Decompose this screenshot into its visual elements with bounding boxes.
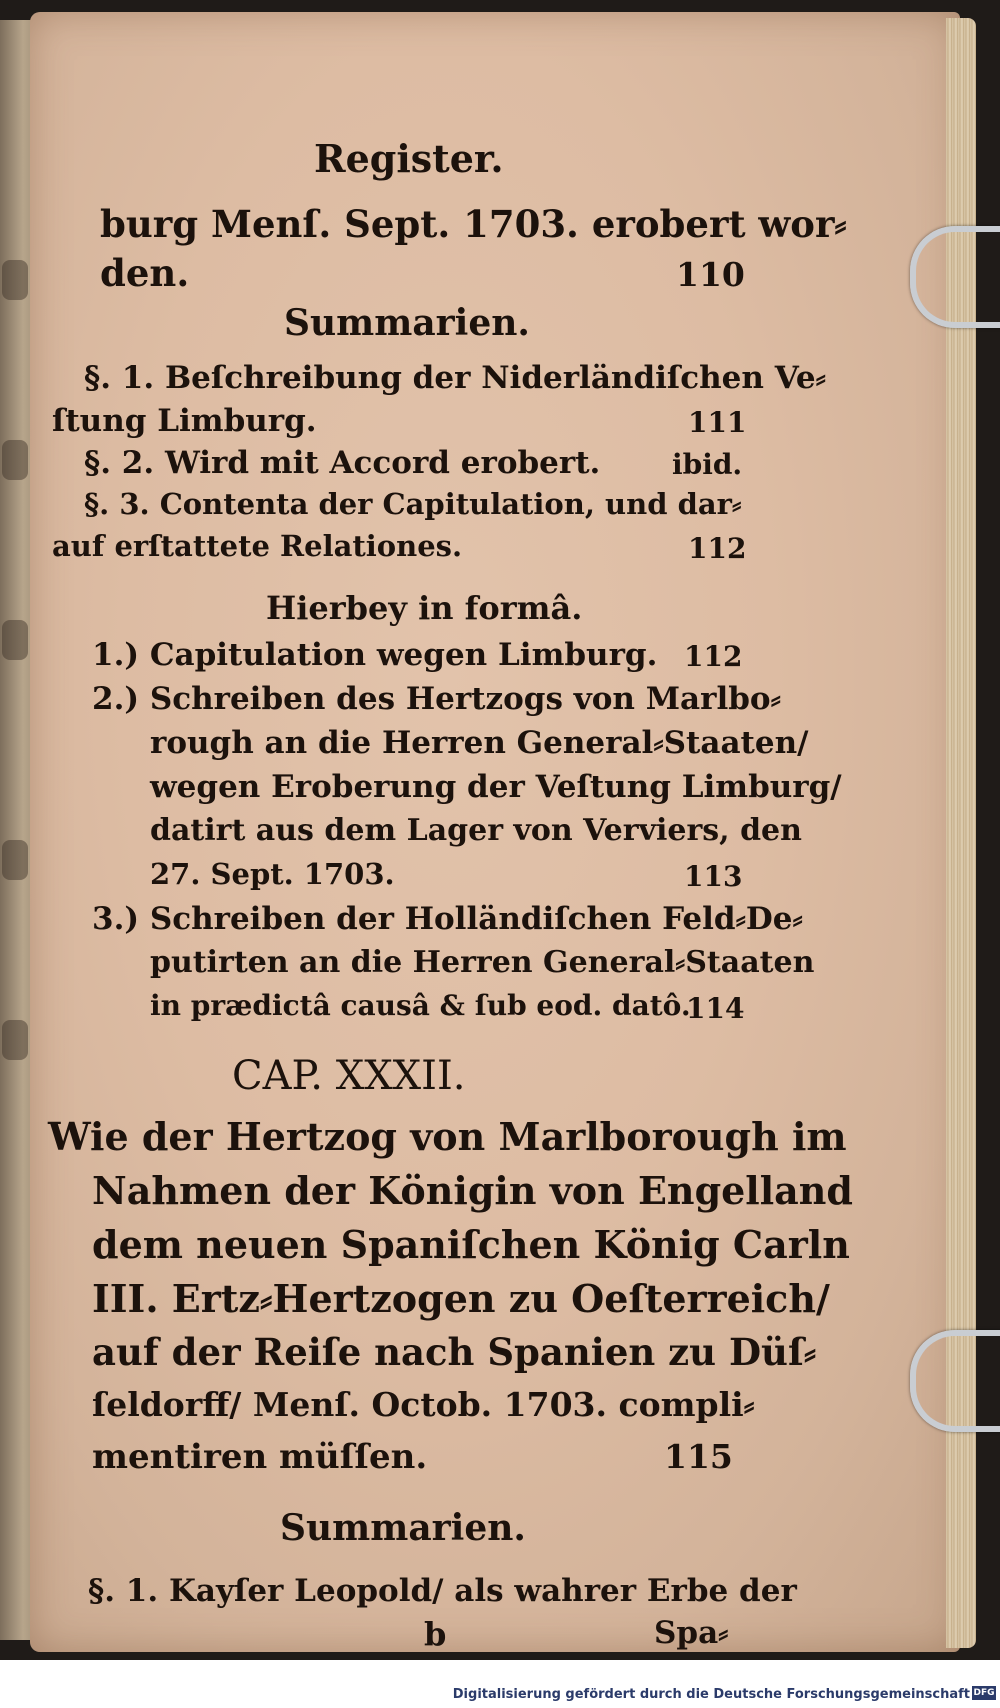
section-heading: Summarien. [280, 1507, 526, 1549]
text-line: 1.) Capitulation wegen Limburg. [92, 637, 658, 673]
footer-bar [0, 1660, 1000, 1708]
text-line: datirt aus dem Lager von Verviers, den [150, 813, 802, 848]
page-number: 112 [684, 640, 743, 673]
page-number: 115 [664, 1437, 733, 1476]
section-heading: Hierbey in formâ. [266, 589, 583, 627]
catchword: Spa⸗ [654, 1615, 729, 1651]
text-line: III. Ertz⸗Hertzogen zu Oeſterreich/ [92, 1276, 830, 1321]
text-line: ſtung Limburg. [52, 403, 317, 439]
text-line: mentiren müſſen. [92, 1437, 428, 1477]
text-line: dem neuen Spaniſchen König Carln [92, 1222, 850, 1267]
text-line: ſeldorff/ Menſ. Octob. 1703. compli⸗ [92, 1385, 755, 1424]
text-line: Wie der Hertzog von Marlborough im [48, 1114, 847, 1159]
page-number: 114 [686, 992, 745, 1025]
text-line: §. 2. Wird mit Accord erobert. [84, 445, 601, 481]
text-line: 3.) Schreiben der Holländiſchen Feld⸗De⸗ [92, 901, 803, 937]
text-line: 2.) Schreiben des Hertzogs von Marlbo⸗ [92, 681, 781, 717]
page-number: 112 [688, 532, 747, 565]
text-line: 27. Sept. 1703. [150, 857, 395, 891]
text-line: rough an die Herren General⸗Staaten/ [150, 725, 809, 761]
text-line: §. 3. Contenta der Capitulation, und dar⸗ [84, 487, 742, 521]
text-line: burg Menſ. Sept. 1703. erobert wor⸗ [100, 202, 847, 246]
text-line: in prædictâ causâ & ſub eod. datô. [150, 989, 691, 1022]
text-line: §. 1. Kayſer Leopold/ als wahrer Erbe der [88, 1573, 797, 1609]
text-line: wegen Eroberung der Veſtung Limburg/ [150, 769, 842, 805]
section-heading: Summarien. [284, 302, 530, 344]
text-line: §. 1. Beſchreibung der Niderländiſchen Ve⸗ [84, 360, 826, 396]
footer-credit: Digitalisierung gefördert durch die Deutsche Forschungsgemeinschaft [452, 1687, 970, 1702]
signature-mark: b [424, 1615, 447, 1653]
page-number: 113 [684, 860, 743, 893]
text-line: putirten an die Herren General⸗Staaten [150, 945, 815, 980]
page-header: Register. [314, 136, 504, 181]
page-number: 110 [676, 255, 745, 294]
text-line: Nahmen der Königin von Engelland [92, 1168, 854, 1213]
text-line: den. [100, 251, 190, 295]
chapter-heading: CAP. XXXII. [232, 1053, 466, 1099]
page-number: 111 [688, 406, 747, 439]
dfg-logo-icon: DFG [973, 1688, 995, 1698]
page-number: ibid. [672, 448, 743, 481]
text-line: auf der Reiſe nach Spanien zu Düſ⸗ [92, 1330, 817, 1374]
text-line: auf erſtattete Relationes. [52, 529, 463, 563]
